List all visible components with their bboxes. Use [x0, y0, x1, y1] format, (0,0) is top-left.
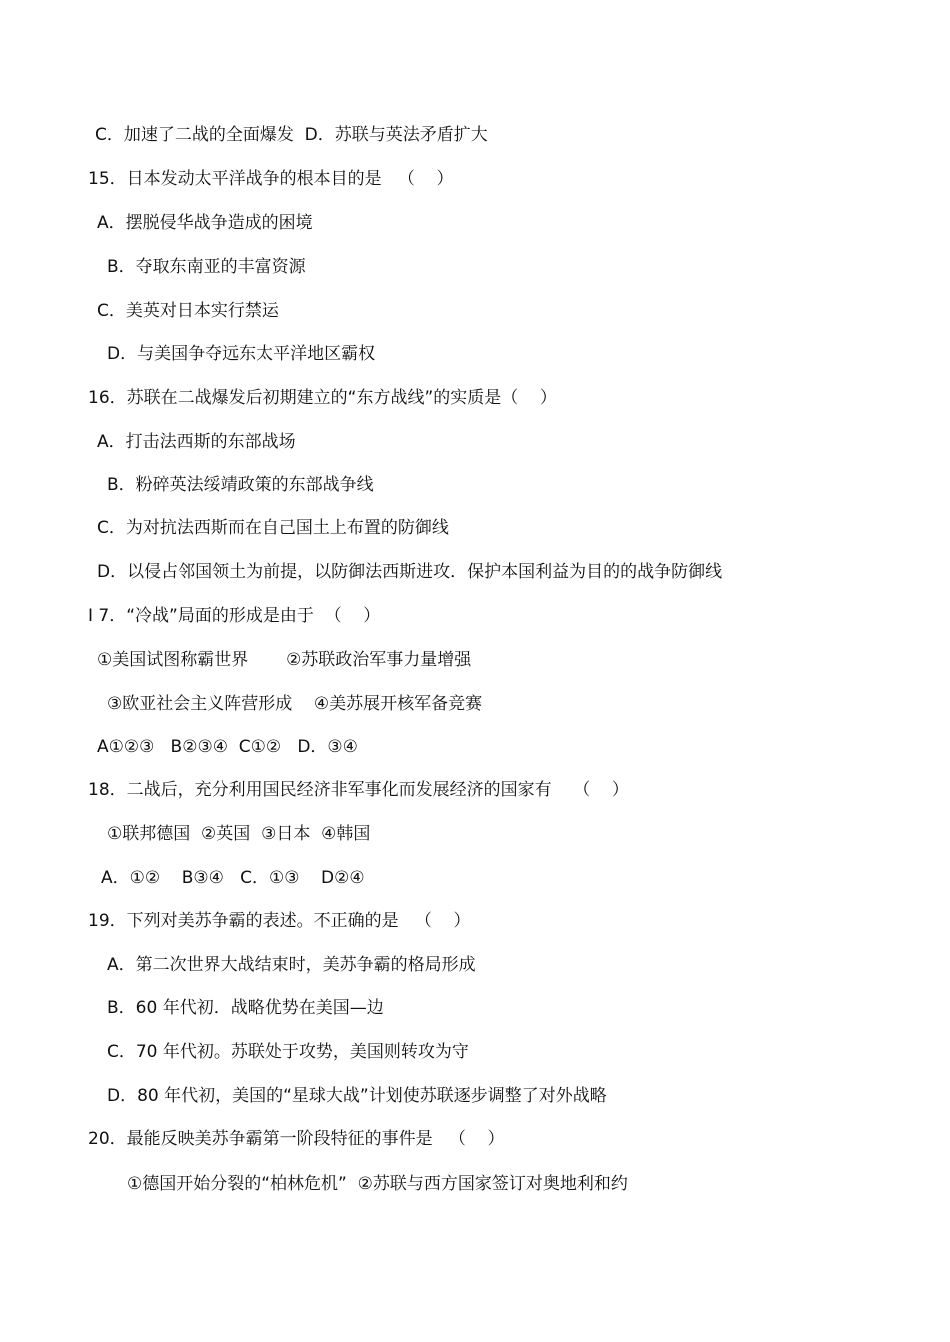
- q15-option-b: B．夺取东南亚的丰富资源: [107, 257, 306, 277]
- q19-stem: 19．下列对美苏争霸的表述。不正确的是 （ ）: [88, 911, 471, 931]
- q19-option-c: C．70 年代初。苏联处于攻势，美国则转攻为守: [107, 1042, 469, 1062]
- q18-items: ①联邦德国 ②英国 ③日本 ④韩国: [107, 824, 371, 844]
- q15-option-a: A．摆脱侵华战争造成的困境: [97, 213, 313, 233]
- q19-option-b: B．60 年代初．战略优势在美国—边: [107, 998, 384, 1018]
- q15-option-c: C．美英对日本实行禁运: [97, 301, 279, 321]
- q16-option-d: D．以侵占邻国领土为前提，以防御法西斯进攻．保护本国利益为目的的战争防御线: [97, 562, 723, 582]
- q18-options: A．①② B③④ C．①③ D②④: [101, 868, 365, 888]
- q20-items-1-2: ①德国开始分裂的“柏林危机” ②苏联与西方国家签订对奥地利和约: [127, 1174, 628, 1194]
- q15-stem: 15．日本发动太平洋战争的根本目的是 （ ）: [88, 169, 454, 189]
- q18-stem: 18．二战后，充分利用国民经济非军事化而发展经济的国家有 （ ）: [88, 780, 629, 800]
- q16-option-a: A．打击法西斯的东部战场: [97, 432, 296, 452]
- q16-option-c: C．为对抗法西斯而在自己国土上布置的防御线: [97, 518, 449, 538]
- q19-option-d: D．80 年代初，美国的“星球大战”计划使苏联逐步调整了对外战略: [107, 1086, 607, 1106]
- q19-option-a: A．第二次世界大战结束时，美苏争霸的格局形成: [107, 955, 476, 975]
- q17-items-3-4: ③欧亚社会主义阵营形成 ④美苏展开核军备竞赛: [107, 694, 483, 714]
- q16-option-b: B．粉碎英法绥靖政策的东部战争线: [107, 475, 374, 495]
- q14-options-cd: C．加速了二战的全面爆发 D．苏联与英法矛盾扩大: [95, 125, 488, 145]
- q20-stem: 20．最能反映美苏争霸第一阶段特征的事件是 （ ）: [88, 1129, 505, 1149]
- q15-option-d: D．与美国争夺远东太平洋地区霸权: [107, 344, 376, 364]
- q17-options: A①②③ B②③④ C①② D．③④: [97, 737, 358, 757]
- q17-items-1-2: ①美国试图称霸世界 ②苏联政治军事力量增强: [97, 650, 472, 670]
- q17-stem: I 7．“冷战”局面的形成是由于 （ ）: [88, 606, 381, 626]
- q16-stem: 16．苏联在二战爆发后初期建立的“东方战线”的实质是（ ）: [88, 388, 557, 408]
